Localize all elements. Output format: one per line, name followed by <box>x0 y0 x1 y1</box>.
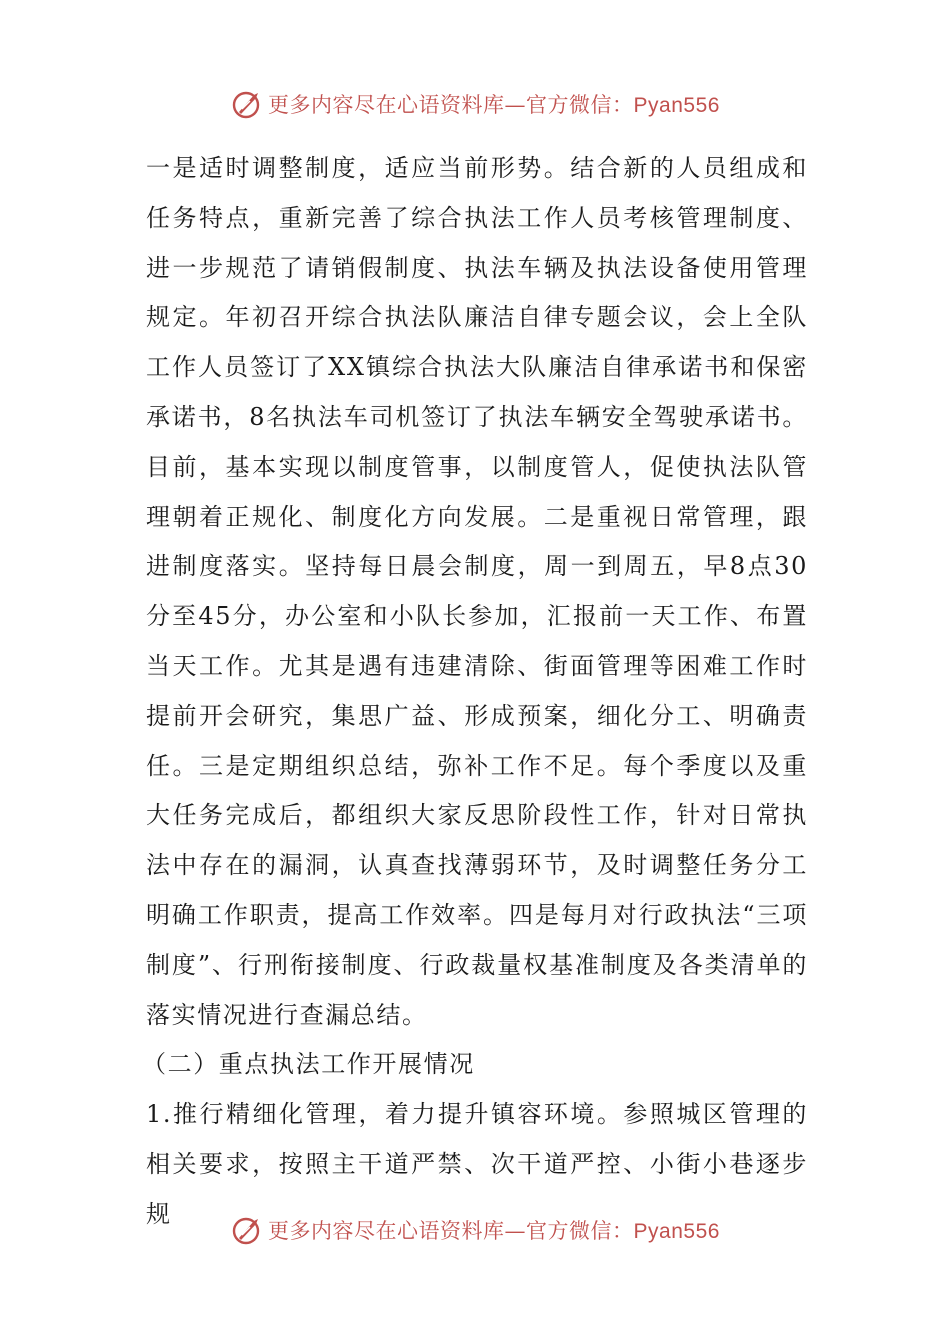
document-body <box>142 144 808 1240</box>
header-watermark <box>0 84 950 124</box>
pen-logo-icon <box>230 87 264 121</box>
paragraph: 一是适时调整制度，适应当前形势。结合新的人员组成和任务特点，重新完善了综合执法工作人员考核管理制度、进一步规范了请销假制度、执法车辆及执法设备使用管理规定。年初召开综合执法队廉洁自律专题会议，会上全队工作人员签订了XX镇综合执法大队廉洁自律承诺书和保密承诺书，8名执法车司机签订了执法车辆安全驾驶承诺书。目前，基本实现以制度管事，以制度管人，促使执法队管理朝着正规化、制度化方向发展。二是重视日常管理，跟进制度落实。坚持每日晨会制度，周一到周五，早8点30分至45分，办公室和小队长参加，汇报前一天工作、布置当天工作。尤其是遇有违建清除、街面管理等困难工作时提前开会研究，集思广益、形成预案，细化分工、明确责任。三是定期组织总结，弥补工作不足。每个季度以及重大任务完成后，都组织大家反思阶段性工作，针对日常执法中存在的漏洞，认真查找薄弱环节，及时调整任务分工明确工作职责，提高工作效率。四是每月对行政执法“三项制度”、行刑衔接制度、行政裁量权基准制度及各类清单的落实情况进行查漏总结。 <box>146 154 808 1029</box>
section-heading: （二）重点执法工作开展情况 <box>142 1050 475 1079</box>
pen-logo-icon <box>230 1213 264 1247</box>
footer-watermark <box>0 1210 950 1250</box>
paragraph: 1.推行精细化管理，着力提升镇容环境。参照城区管理的相关要求，按照主干道严禁、次干道严控、小街小巷逐步规 <box>146 1100 808 1228</box>
watermark-text: 更多内容尽在心语资料库—官方微信：Pyan556 <box>268 93 720 117</box>
watermark-text: 更多内容尽在心语资料库—官方微信：Pyan556 <box>268 1219 720 1243</box>
